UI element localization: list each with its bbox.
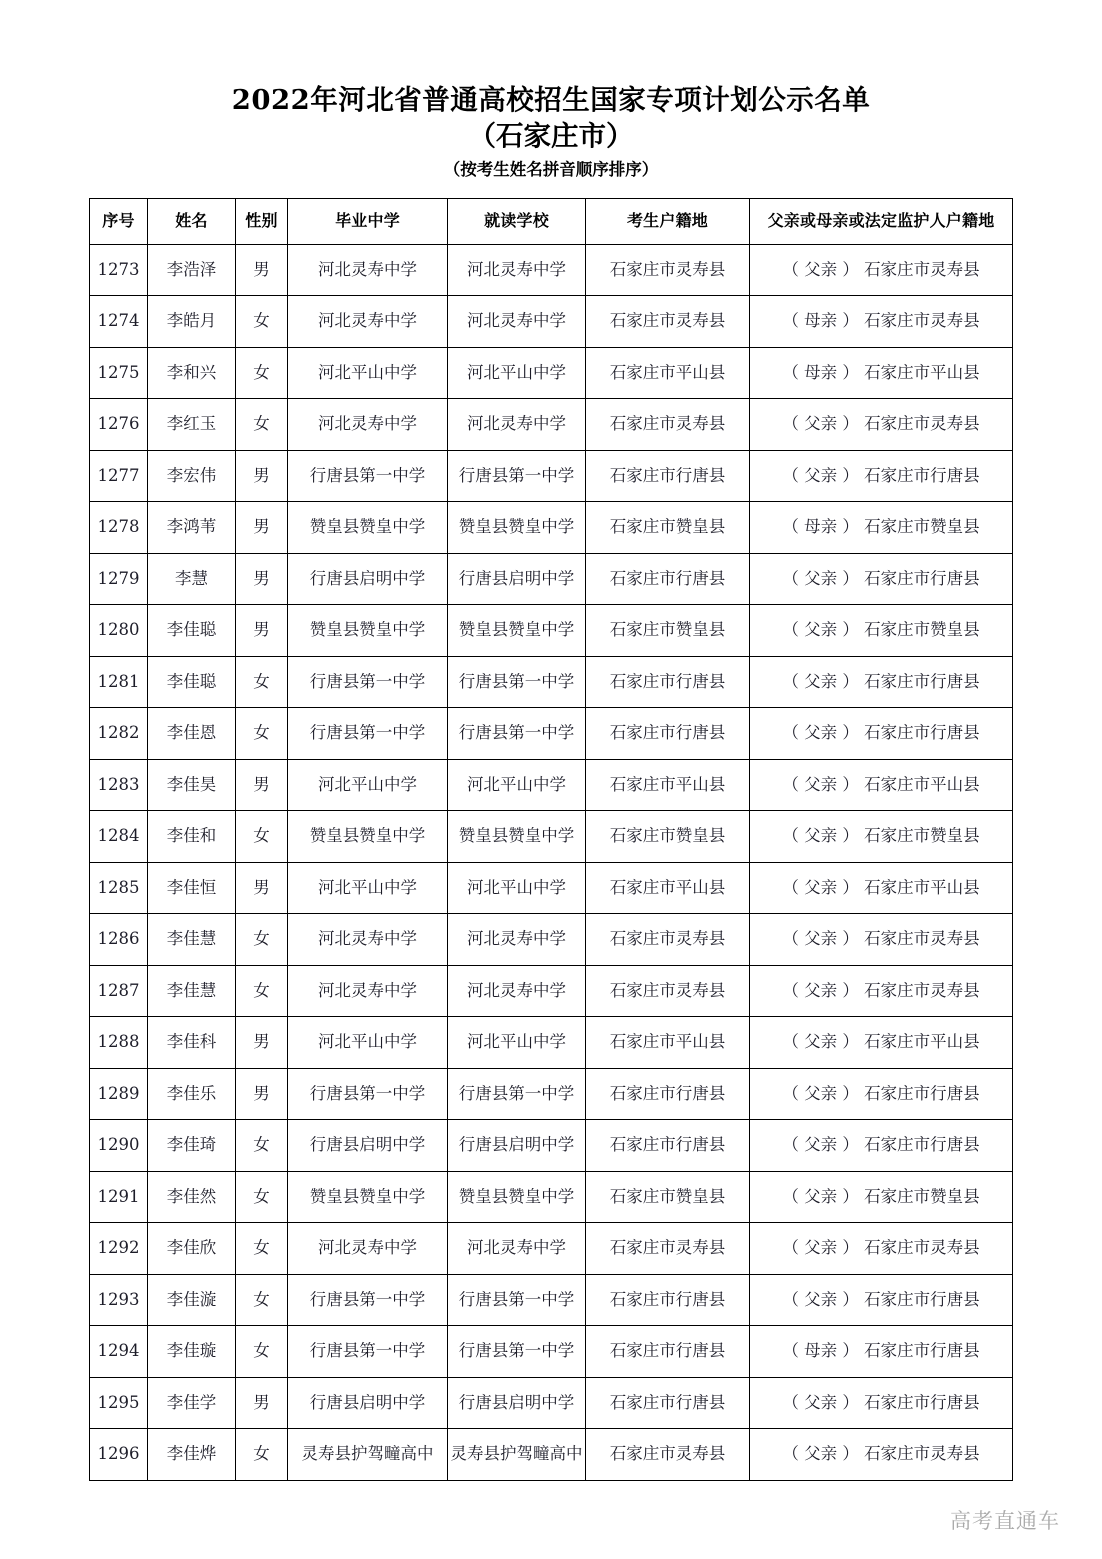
- cell-gender: 女: [236, 1223, 288, 1275]
- cell-name: 李佳恒: [148, 862, 236, 914]
- cell-index: 1286: [90, 914, 148, 966]
- cell-graduating-school: 赞皇县赞皇中学: [288, 811, 448, 863]
- cell-guardian-residence: （ 父亲 ） 石家庄市灵寿县: [750, 914, 1013, 966]
- cell-graduating-school: 行唐县第一中学: [288, 656, 448, 708]
- cell-gender: 女: [236, 1274, 288, 1326]
- cell-graduating-school: 河北灵寿中学: [288, 1223, 448, 1275]
- cell-candidate-residence: 石家庄市赞皇县: [586, 811, 750, 863]
- cell-gender: 男: [236, 502, 288, 554]
- cell-guardian-residence: （ 父亲 ） 石家庄市行唐县: [750, 1120, 1013, 1172]
- cell-graduating-school: 行唐县启明中学: [288, 1377, 448, 1429]
- cell-gender: 女: [236, 811, 288, 863]
- table-row: [90, 502, 1013, 554]
- cell-guardian-residence: （ 母亲 ） 石家庄市灵寿县: [750, 296, 1013, 348]
- column-header-guardian-residence: 父亲或母亲或法定监护人户籍地: [750, 198, 1013, 244]
- cell-candidate-residence: 石家庄市灵寿县: [586, 1429, 750, 1481]
- cell-candidate-residence: 石家庄市行唐县: [586, 553, 750, 605]
- cell-guardian-residence: （ 父亲 ） 石家庄市赞皇县: [750, 811, 1013, 863]
- cell-attending-school: 河北平山中学: [448, 347, 586, 399]
- table-row: [90, 450, 1013, 502]
- cell-name: 李佳琦: [148, 1120, 236, 1172]
- cell-attending-school: 行唐县启明中学: [448, 553, 586, 605]
- cell-attending-school: 河北灵寿中学: [448, 1223, 586, 1275]
- cell-guardian-residence: （ 父亲 ） 石家庄市赞皇县: [750, 605, 1013, 657]
- cell-name: 李佳恩: [148, 708, 236, 760]
- cell-gender: 男: [236, 244, 288, 296]
- cell-index: 1275: [90, 347, 148, 399]
- table-row: [90, 862, 1013, 914]
- cell-candidate-residence: 石家庄市灵寿县: [586, 1223, 750, 1275]
- cell-name: 李佳烨: [148, 1429, 236, 1481]
- table-row: [90, 1223, 1013, 1275]
- cell-index: 1289: [90, 1068, 148, 1120]
- table-row: [90, 1274, 1013, 1326]
- table-row: [90, 244, 1013, 296]
- cell-index: 1279: [90, 553, 148, 605]
- cell-name: 李佳欣: [148, 1223, 236, 1275]
- cell-graduating-school: 河北平山中学: [288, 347, 448, 399]
- cell-index: 1282: [90, 708, 148, 760]
- cell-guardian-residence: （ 父亲 ） 石家庄市行唐县: [750, 1377, 1013, 1429]
- cell-guardian-residence: （ 父亲 ） 石家庄市赞皇县: [750, 1171, 1013, 1223]
- cell-index: 1294: [90, 1326, 148, 1378]
- cell-attending-school: 行唐县第一中学: [448, 1274, 586, 1326]
- cell-guardian-residence: （ 母亲 ） 石家庄市平山县: [750, 347, 1013, 399]
- cell-graduating-school: 河北灵寿中学: [288, 914, 448, 966]
- table-row: [90, 553, 1013, 605]
- cell-graduating-school: 河北平山中学: [288, 1017, 448, 1069]
- table-row: [90, 1017, 1013, 1069]
- cell-graduating-school: 河北灵寿中学: [288, 399, 448, 451]
- cell-candidate-residence: 石家庄市赞皇县: [586, 1171, 750, 1223]
- cell-gender: 女: [236, 1429, 288, 1481]
- cell-gender: 男: [236, 759, 288, 811]
- table-row: [90, 708, 1013, 760]
- table-row: [90, 1326, 1013, 1378]
- cell-attending-school: 河北平山中学: [448, 862, 586, 914]
- cell-attending-school: 河北平山中学: [448, 1017, 586, 1069]
- cell-guardian-residence: （ 父亲 ） 石家庄市行唐县: [750, 1068, 1013, 1120]
- cell-graduating-school: 行唐县第一中学: [288, 708, 448, 760]
- cell-graduating-school: 行唐县第一中学: [288, 1326, 448, 1378]
- cell-candidate-residence: 石家庄市灵寿县: [586, 399, 750, 451]
- cell-candidate-residence: 石家庄市灵寿县: [586, 244, 750, 296]
- column-header-candidate-residence: 考生户籍地: [586, 198, 750, 244]
- cell-attending-school: 河北灵寿中学: [448, 914, 586, 966]
- cell-candidate-residence: 石家庄市行唐县: [586, 1377, 750, 1429]
- table-row: [90, 656, 1013, 708]
- cell-graduating-school: 河北平山中学: [288, 759, 448, 811]
- cell-guardian-residence: （ 父亲 ） 石家庄市灵寿县: [750, 1429, 1013, 1481]
- table-row: [90, 1377, 1013, 1429]
- column-header-index: 序号: [90, 198, 148, 244]
- cell-name: 李佳璇: [148, 1326, 236, 1378]
- cell-guardian-residence: （ 父亲 ） 石家庄市行唐县: [750, 450, 1013, 502]
- cell-guardian-residence: （ 母亲 ） 石家庄市赞皇县: [750, 502, 1013, 554]
- cell-candidate-residence: 石家庄市平山县: [586, 862, 750, 914]
- cell-graduating-school: 行唐县启明中学: [288, 1120, 448, 1172]
- cell-guardian-residence: （ 父亲 ） 石家庄市行唐县: [750, 1274, 1013, 1326]
- cell-gender: 女: [236, 1171, 288, 1223]
- cell-guardian-residence: （ 父亲 ） 石家庄市灵寿县: [750, 244, 1013, 296]
- table-header: [90, 198, 1013, 244]
- cell-attending-school: 河北灵寿中学: [448, 965, 586, 1017]
- cell-gender: 女: [236, 965, 288, 1017]
- cell-gender: 女: [236, 656, 288, 708]
- cell-guardian-residence: （ 父亲 ） 石家庄市平山县: [750, 759, 1013, 811]
- cell-name: 李佳学: [148, 1377, 236, 1429]
- roster-table-container: [0, 198, 1102, 1481]
- cell-name: 李浩泽: [148, 244, 236, 296]
- cell-attending-school: 行唐县启明中学: [448, 1377, 586, 1429]
- cell-graduating-school: 灵寿县护驾疃高中: [288, 1429, 448, 1481]
- cell-candidate-residence: 石家庄市平山县: [586, 347, 750, 399]
- cell-index: 1284: [90, 811, 148, 863]
- cell-guardian-residence: （ 母亲 ） 石家庄市行唐县: [750, 1326, 1013, 1378]
- cell-attending-school: 赞皇县赞皇中学: [448, 605, 586, 657]
- watermark: 高考直通车: [950, 1509, 1060, 1533]
- cell-candidate-residence: 石家庄市灵寿县: [586, 296, 750, 348]
- cell-name: 李佳乐: [148, 1068, 236, 1120]
- cell-name: 李和兴: [148, 347, 236, 399]
- cell-candidate-residence: 石家庄市平山县: [586, 759, 750, 811]
- roster-table: [89, 198, 1013, 1481]
- cell-attending-school: 灵寿县护驾疃高中: [448, 1429, 586, 1481]
- cell-gender: 男: [236, 1068, 288, 1120]
- cell-index: 1278: [90, 502, 148, 554]
- cell-attending-school: 赞皇县赞皇中学: [448, 811, 586, 863]
- cell-name: 李佳科: [148, 1017, 236, 1069]
- table-header-row: [90, 198, 1013, 244]
- table-body: [90, 244, 1013, 1480]
- cell-index: 1274: [90, 296, 148, 348]
- cell-attending-school: 河北灵寿中学: [448, 399, 586, 451]
- cell-name: 李佳漩: [148, 1274, 236, 1326]
- cell-gender: 男: [236, 605, 288, 657]
- cell-guardian-residence: （ 父亲 ） 石家庄市平山县: [750, 1017, 1013, 1069]
- table-row: [90, 1429, 1013, 1481]
- cell-name: 李佳昊: [148, 759, 236, 811]
- cell-guardian-residence: （ 父亲 ） 石家庄市平山县: [750, 862, 1013, 914]
- table-row: [90, 914, 1013, 966]
- cell-graduating-school: 河北平山中学: [288, 862, 448, 914]
- cell-graduating-school: 河北灵寿中学: [288, 965, 448, 1017]
- cell-index: 1276: [90, 399, 148, 451]
- cell-candidate-residence: 石家庄市行唐县: [586, 708, 750, 760]
- cell-candidate-residence: 石家庄市行唐县: [586, 1120, 750, 1172]
- cell-candidate-residence: 石家庄市灵寿县: [586, 914, 750, 966]
- cell-index: 1285: [90, 862, 148, 914]
- cell-index: 1288: [90, 1017, 148, 1069]
- cell-gender: 男: [236, 862, 288, 914]
- cell-index: 1283: [90, 759, 148, 811]
- cell-name: 李皓月: [148, 296, 236, 348]
- table-row: [90, 1171, 1013, 1223]
- column-header-attending-school: 就读学校: [448, 198, 586, 244]
- cell-gender: 女: [236, 914, 288, 966]
- cell-name: 李佳聪: [148, 605, 236, 657]
- cell-index: 1293: [90, 1274, 148, 1326]
- cell-candidate-residence: 石家庄市行唐县: [586, 450, 750, 502]
- page-subtitle: （石家庄市）: [468, 120, 634, 153]
- page-title: 2022年河北省普通高校招生国家专项计划公示名单: [231, 84, 871, 116]
- table-row: [90, 296, 1013, 348]
- cell-attending-school: 行唐县第一中学: [448, 1326, 586, 1378]
- cell-name: 李鸿苇: [148, 502, 236, 554]
- cell-index: 1277: [90, 450, 148, 502]
- title-block: [0, 0, 1102, 181]
- cell-graduating-school: 赞皇县赞皇中学: [288, 605, 448, 657]
- cell-attending-school: 河北平山中学: [448, 759, 586, 811]
- cell-graduating-school: 行唐县第一中学: [288, 450, 448, 502]
- cell-guardian-residence: （ 父亲 ） 石家庄市行唐县: [750, 656, 1013, 708]
- cell-gender: 男: [236, 1017, 288, 1069]
- table-row: [90, 1068, 1013, 1120]
- cell-gender: 女: [236, 1120, 288, 1172]
- cell-graduating-school: 河北灵寿中学: [288, 296, 448, 348]
- cell-gender: 女: [236, 347, 288, 399]
- cell-name: 李佳慧: [148, 965, 236, 1017]
- cell-graduating-school: 赞皇县赞皇中学: [288, 1171, 448, 1223]
- column-header-graduating-school: 毕业中学: [288, 198, 448, 244]
- cell-attending-school: 河北灵寿中学: [448, 244, 586, 296]
- cell-name: 李红玉: [148, 399, 236, 451]
- cell-index: 1296: [90, 1429, 148, 1481]
- cell-guardian-residence: （ 父亲 ） 石家庄市灵寿县: [750, 965, 1013, 1017]
- cell-candidate-residence: 石家庄市赞皇县: [586, 605, 750, 657]
- cell-attending-school: 行唐县第一中学: [448, 1068, 586, 1120]
- cell-index: 1281: [90, 656, 148, 708]
- column-header-name: 姓名: [148, 198, 236, 244]
- cell-guardian-residence: （ 父亲 ） 石家庄市灵寿县: [750, 399, 1013, 451]
- cell-gender: 女: [236, 296, 288, 348]
- cell-index: 1291: [90, 1171, 148, 1223]
- cell-attending-school: 行唐县启明中学: [448, 1120, 586, 1172]
- cell-index: 1292: [90, 1223, 148, 1275]
- table-row: [90, 399, 1013, 451]
- table-row: [90, 759, 1013, 811]
- cell-candidate-residence: 石家庄市赞皇县: [586, 502, 750, 554]
- table-row: [90, 1120, 1013, 1172]
- cell-candidate-residence: 石家庄市平山县: [586, 1017, 750, 1069]
- cell-attending-school: 赞皇县赞皇中学: [448, 502, 586, 554]
- cell-index: 1280: [90, 605, 148, 657]
- cell-guardian-residence: （ 父亲 ） 石家庄市行唐县: [750, 708, 1013, 760]
- cell-attending-school: 行唐县第一中学: [448, 708, 586, 760]
- cell-name: 李佳和: [148, 811, 236, 863]
- cell-graduating-school: 行唐县第一中学: [288, 1068, 448, 1120]
- table-row: [90, 347, 1013, 399]
- cell-gender: 男: [236, 553, 288, 605]
- cell-name: 李宏伟: [148, 450, 236, 502]
- cell-name: 李慧: [148, 553, 236, 605]
- cell-candidate-residence: 石家庄市行唐县: [586, 656, 750, 708]
- cell-candidate-residence: 石家庄市行唐县: [586, 1068, 750, 1120]
- cell-graduating-school: 河北灵寿中学: [288, 244, 448, 296]
- cell-candidate-residence: 石家庄市行唐县: [586, 1274, 750, 1326]
- cell-attending-school: 行唐县第一中学: [448, 450, 586, 502]
- cell-gender: 女: [236, 399, 288, 451]
- table-row: [90, 811, 1013, 863]
- cell-candidate-residence: 石家庄市行唐县: [586, 1326, 750, 1378]
- cell-guardian-residence: （ 父亲 ） 石家庄市行唐县: [750, 553, 1013, 605]
- cell-index: 1273: [90, 244, 148, 296]
- cell-graduating-school: 行唐县启明中学: [288, 553, 448, 605]
- table-row: [90, 605, 1013, 657]
- cell-graduating-school: 行唐县第一中学: [288, 1274, 448, 1326]
- cell-attending-school: 河北灵寿中学: [448, 296, 586, 348]
- cell-attending-school: 赞皇县赞皇中学: [448, 1171, 586, 1223]
- cell-guardian-residence: （ 父亲 ） 石家庄市灵寿县: [750, 1223, 1013, 1275]
- cell-candidate-residence: 石家庄市灵寿县: [586, 965, 750, 1017]
- column-header-gender: 性别: [236, 198, 288, 244]
- cell-gender: 女: [236, 708, 288, 760]
- cell-gender: 男: [236, 450, 288, 502]
- cell-name: 李佳聪: [148, 656, 236, 708]
- cell-index: 1290: [90, 1120, 148, 1172]
- cell-attending-school: 行唐县第一中学: [448, 656, 586, 708]
- cell-index: 1295: [90, 1377, 148, 1429]
- cell-gender: 男: [236, 1377, 288, 1429]
- sort-note: （按考生姓名拼音顺序排序）: [443, 159, 659, 179]
- table-row: [90, 965, 1013, 1017]
- cell-graduating-school: 赞皇县赞皇中学: [288, 502, 448, 554]
- cell-index: 1287: [90, 965, 148, 1017]
- cell-gender: 女: [236, 1326, 288, 1378]
- cell-name: 李佳然: [148, 1171, 236, 1223]
- cell-name: 李佳慧: [148, 914, 236, 966]
